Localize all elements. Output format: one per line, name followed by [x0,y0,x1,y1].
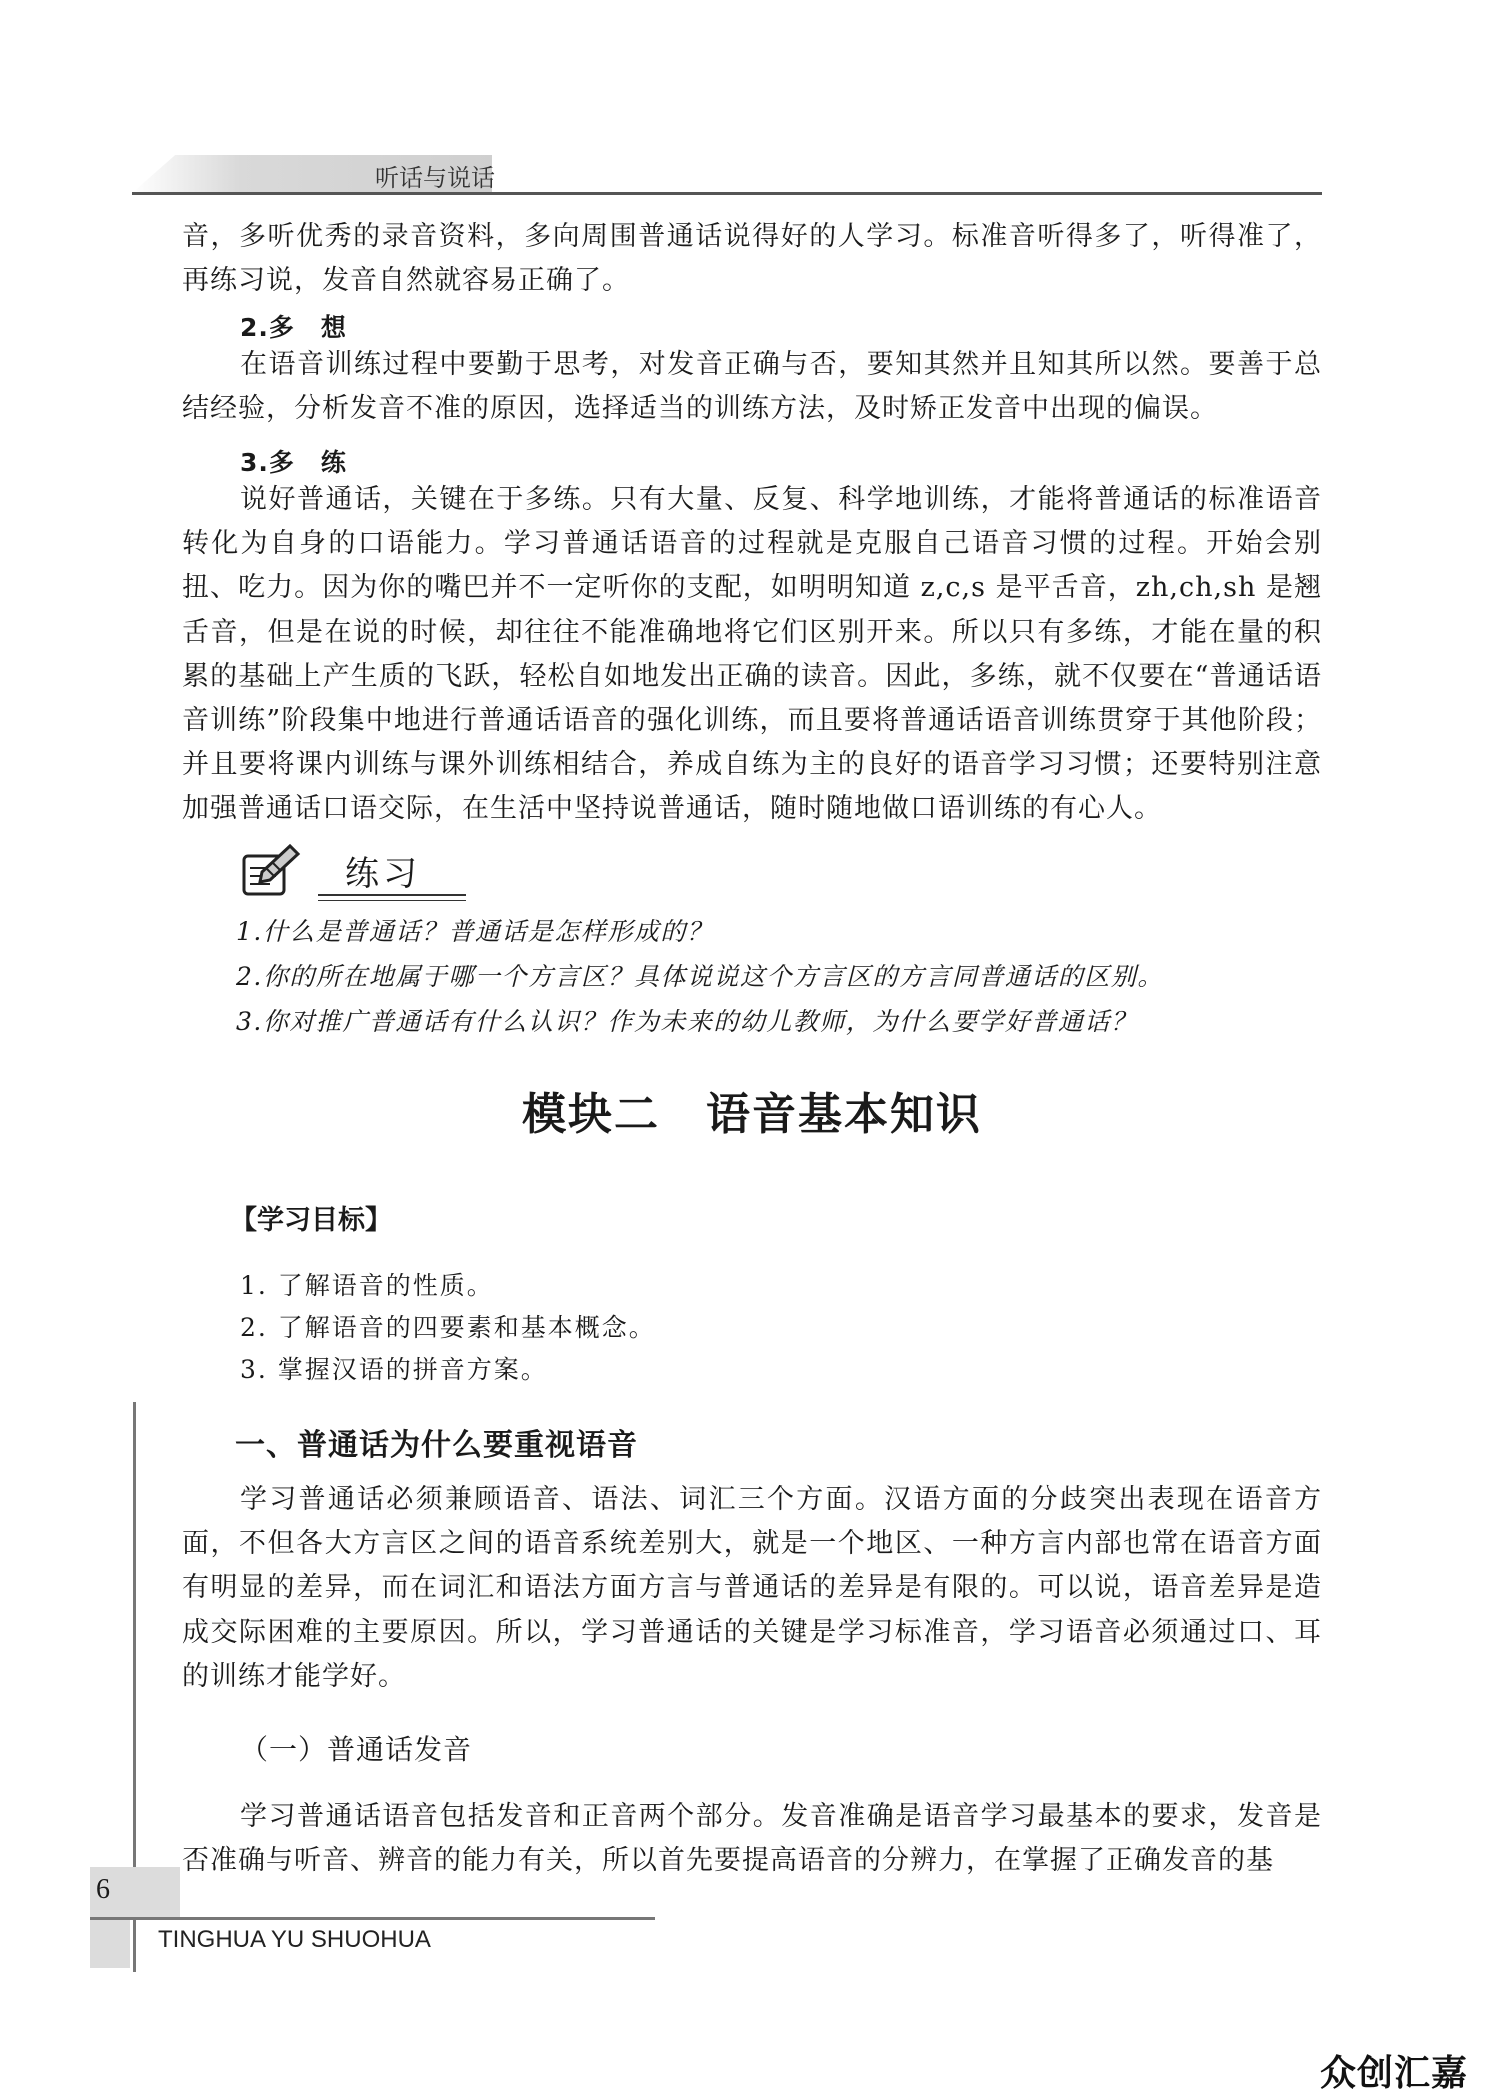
subsection-paragraph: 学习普通话语音包括发音和正音两个部分。发音准确是语音学习最基本的要求，发音是否准确与听音、辨音的能力有关，所以首先要提高语音的分辨力，在掌握了正确发音的基 [182,1801,1322,1877]
footer-book-title: TINGHUA YU SHUOHUA [158,1926,431,1953]
learning-goal-item: 2. 了解语音的四要素和基本概念。 [240,1313,656,1342]
watermark: 众创汇嘉 [1320,2053,1469,2094]
exercise-item: 3.你对推广普通话有什么认识？作为未来的幼儿教师，为什么要学好普通话？ [236,1007,1138,1036]
point-text-practice: 说好普通话，关键在于多练。只有大量、反复、科学地训练，才能将普通话的标准语音转化为自身的口语能力。学习普通话语音的过程就是克服自己语音习惯的过程。开始会别扭、吃力。因为你的嘴巴并不一定听你的支配，如明明知道 z,c,s 是平舌音，zh,ch,sh 是翘舌音，但是在说的时候，却往往不能准确地将它们区别开来。所以只有多练，才能在量的积累的基础上产生质的飞跃，轻松自如地发出正确的读音。因此，多练，就不仅要在“普通话语音训练”阶段集中地进行普通话语音的强化训练，而且要将普通话语音训练贯穿于其他阶段；并且要将课内训练与课外训练相结合，养成自练为主的良好的语音学习习惯；还要特别注意加强普通话口语交际，在生活中坚持说普通话，随时随地做口语训练的有心人。 [182,484,1322,825]
module-title: 模块二 语音基本知识 [522,1089,982,1140]
exercise-title: 练习 [345,854,421,894]
section-paragraph: 学习普通话必须兼顾语音、语法、词汇三个方面。汉语方面的分歧突出表现在语音方面，不但各大方言区之间的语音系统差别大，就是一个地区、一种方言内部也常在语音方面有明显的差异，而在词汇和语法方面方言与普通话的差异是有限的。可以说，语音差异是造成交际困难的主要原因。所以，学习普通话的关键是学习标准音，学习语音必须通过口、耳的训练才能学好。 [182,1484,1322,1692]
exercise-item: 1.什么是普通话？普通话是怎样形成的？ [236,917,714,946]
point-heading-think: 2.多 想 [240,313,347,342]
learning-goals-heading: 【学习目标】 [230,1205,392,1236]
point-heading-practice: 3.多 练 [240,448,347,477]
learning-goal-item: 1. 了解语音的性质。 [240,1271,494,1300]
section-heading: 一、普通话为什么要重视语音 [235,1428,638,1463]
running-header-title: 听话与说话 [375,164,495,192]
exercise-underline-thin [318,900,466,901]
continued-paragraph: 音，多听优秀的录音资料，多向周围普通话说得好的人学习。标准音听得多了，听得准了，再练习说，发音自然就容易正确了。 [182,221,1322,297]
exercise-underline [318,894,466,896]
page-number: 6 [96,1874,110,1905]
point-text-think: 在语音训练过程中要勤于思考，对发音正确与否，要知其然并且知其所以然。要善于总结经验，分析发音不准的原因，选择适当的训练方法，及时矫正发音中出现的偏误。 [182,349,1322,425]
footer-shade-block-lower [90,1918,130,1968]
footer-rule [90,1917,655,1920]
subsection-heading: （一）普通话发音 [240,1733,473,1766]
header-rule [132,192,1322,195]
learning-goal-item: 3. 掌握汉语的拼音方案。 [240,1355,548,1384]
pencil-notebook-icon [240,842,302,898]
exercise-item: 2.你的所在地属于哪一个方言区？具体说说这个方言区的方言同普通话的区别。 [236,962,1164,991]
